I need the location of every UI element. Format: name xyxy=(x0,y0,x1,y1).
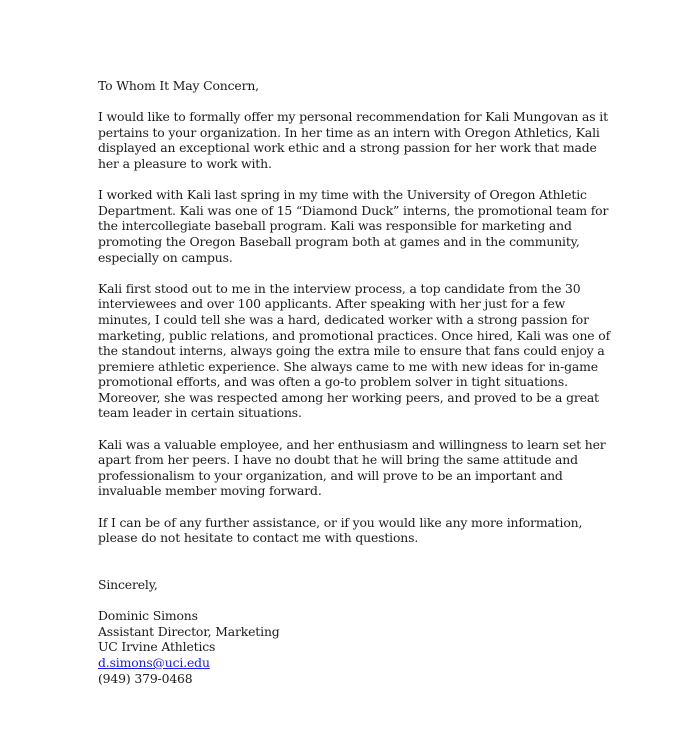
signature-block xyxy=(98,608,578,686)
text-line: promotional efforts, and was often a go-to problem solver in tight situations. xyxy=(98,374,568,390)
text-line: pertains to your organization. In her time as an intern with Oregon Athletics, Kali xyxy=(98,124,600,140)
text-line: promoting the Oregon Baseball program both at games and in the community, xyxy=(98,233,580,249)
text-line: I worked with Kali last spring in my time with the University of Oregon Athletic xyxy=(98,187,587,203)
text-line: Department. Kali was one of 15 “Diamond Duck” interns, the promotional team for xyxy=(98,202,609,218)
text-line: interviewees and over 100 applicants. After speaking with her just for a few xyxy=(98,296,566,312)
text-line: her a pleasure to work with. xyxy=(98,155,272,171)
text-line: invaluable member moving forward. xyxy=(98,483,322,499)
signer-title: Assistant Director, Marketing xyxy=(98,623,280,639)
closing: Sincerely, xyxy=(98,577,158,592)
paragraph-performance xyxy=(98,280,611,421)
text-line: premiere athletic experience. She always came to me with new ideas for in-game xyxy=(98,358,598,374)
paragraph-background xyxy=(98,187,609,265)
text-line: displayed an exceptional work ethic and a strong passion for her work that made xyxy=(98,140,597,156)
text-line: I would like to formally offer my personal recommendation for Kali Mungovan as it xyxy=(98,109,608,125)
text-line: please do not hesitate to contact me with questions. xyxy=(98,530,419,546)
text-line: apart from her peers. I have no doubt that he will bring the same attitude and xyxy=(98,452,578,468)
salutation: To Whom It May Concern, xyxy=(98,78,259,93)
signer-organization: UC Irvine Athletics xyxy=(98,639,216,655)
paragraph-recommendation xyxy=(98,109,608,171)
text-line: Kali first stood out to me in the interview process, a top candidate from the 30 xyxy=(98,280,581,296)
text-line: professionalism to your organization, and will prove to be an important and xyxy=(98,467,563,483)
signer-name: Dominic Simons xyxy=(98,608,198,624)
text-line: marketing, public relations, and promotional practices. Once hired, Kali was one of xyxy=(98,327,611,343)
text-line: Kali was a valuable employee, and her enthusiasm and willingness to learn set her xyxy=(98,436,606,452)
signer-phone: (949) 379-0468 xyxy=(98,670,193,686)
email-link[interactable]: d.simons@uci.edu xyxy=(98,654,210,670)
text-line: If I can be of any further assistance, or if you would like any more information, xyxy=(98,514,583,530)
letter-body xyxy=(98,78,611,686)
paragraph-summary xyxy=(98,436,606,499)
text-line: the standout interns, always going the extra mile to ensure that fans could enjoy a xyxy=(98,343,605,359)
text-line: Moreover, she was respected among her working peers, and proved to be a great xyxy=(98,389,599,405)
text-line: team leader in certain situations. xyxy=(98,405,302,421)
text-line: minutes, I could tell she was a hard, dedicated worker with a strong passion for xyxy=(98,311,589,327)
text-line: especially on campus. xyxy=(98,249,233,265)
text-line: the intercollegiate baseball program. Kali was responsible for marketing and xyxy=(98,218,572,234)
paragraph-contact xyxy=(98,514,583,546)
